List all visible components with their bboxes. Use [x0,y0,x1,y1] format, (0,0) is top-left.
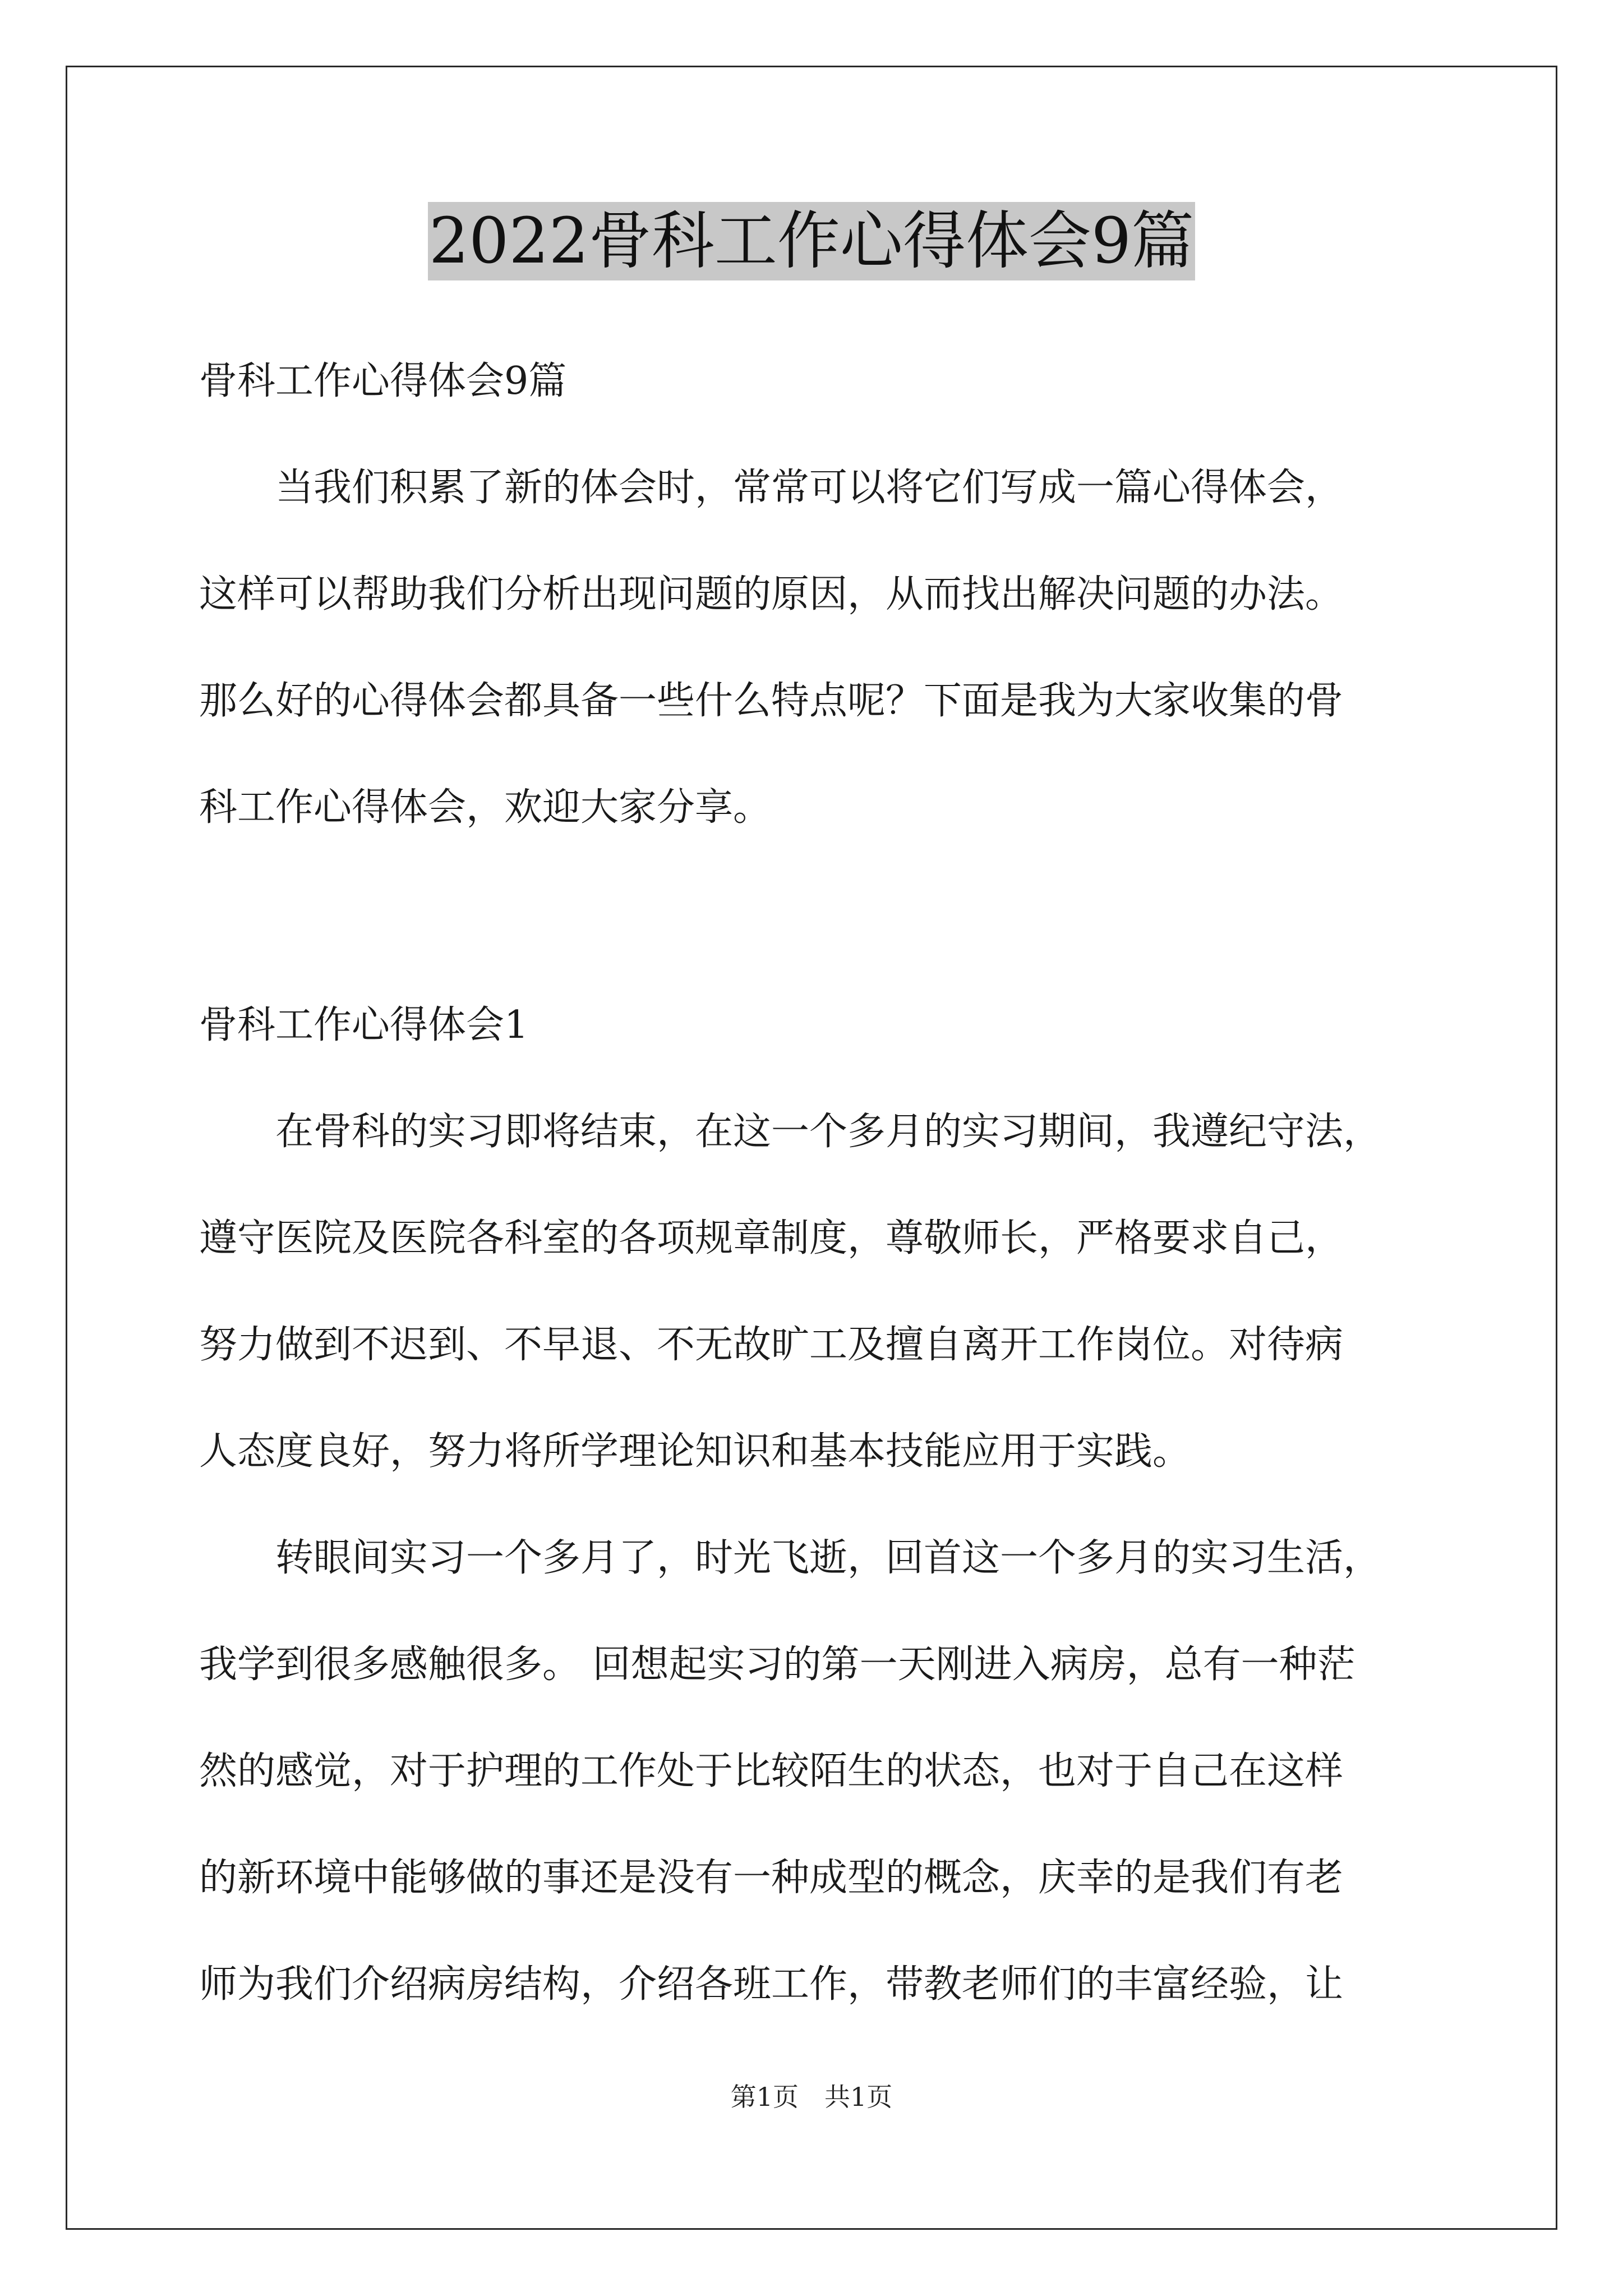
text-line: 我学到很多感触很多。 回想起实习的第一天刚进入病房，总有一种茫 [199,1642,1355,1687]
page-footer: 第1页 共1页 [730,2082,893,2112]
text-line: 这样可以帮助我们分析出现问题的原因，从而找出解决问题的办法。 [199,572,1344,616]
text-line: 努力做到不迟到、不早退、不无故旷工及擅自离开工作岗位。对待病 [199,1323,1344,1367]
subtitle-line: 骨科工作心得体会9篇 [199,359,567,403]
text-line: 人态度良好，努力将所学理论知识和基本技能应用于实践。 [199,1429,1191,1474]
title-container [0,202,1623,280]
text-line: 在骨科的实习即将结束，在这一个多月的实习期间，我遵纪守法， [199,1110,1382,1154]
text-line: 那么好的心得体会都具备一些什么特点呢？下面是我为大家收集的骨 [199,679,1344,723]
text-line: 科工作心得体会，欢迎大家分享。 [199,785,772,830]
text-line: 当我们积累了新的体会时，常常可以将它们写成一篇心得体会， [199,466,1344,510]
section-heading: 骨科工作心得体会1 [199,1003,529,1047]
text-line: 然的感觉，对于护理的工作处于比较陌生的状态，也对于自己在这样 [199,1749,1344,1793]
text-line: 转眼间实习一个多月了，时光飞逝，回首这一个多月的实习生活， [199,1536,1382,1580]
text-line: 的新环境中能够做的事还是没有一种成型的概念，庆幸的是我们有老 [199,1856,1344,1900]
document-title: 2022骨科工作心得体会9篇 [428,202,1195,280]
text-line: 遵守医院及医院各科室的各项规章制度，尊敬师长，严格要求自己， [199,1216,1344,1260]
text-line: 师为我们介绍病房结构，介绍各班工作，带教老师们的丰富经验，让 [199,1962,1344,2007]
